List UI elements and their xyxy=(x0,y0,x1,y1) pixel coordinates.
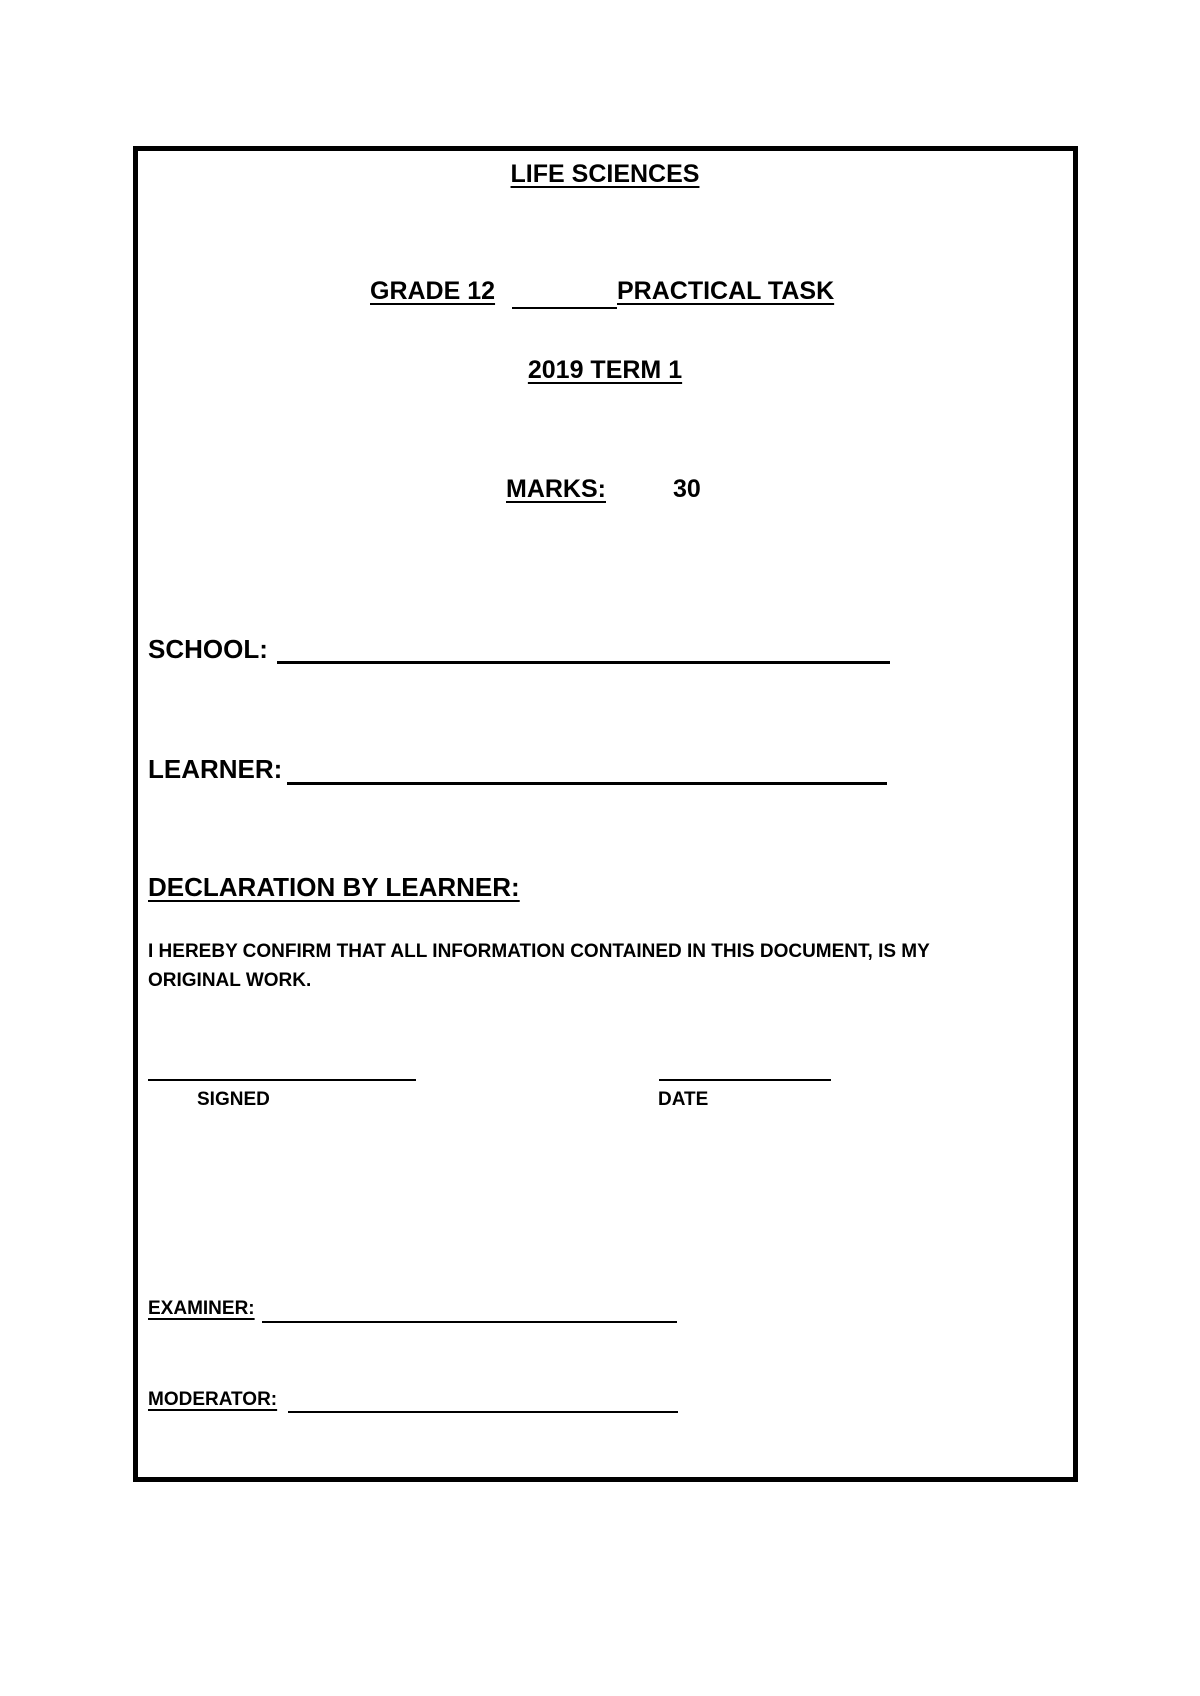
cover-page-frame xyxy=(133,146,1078,1482)
learner-label: LEARNER: xyxy=(148,754,283,784)
declaration-line-1: I HEREBY CONFIRM THAT ALL INFORMATION CONTAINED IN THIS DOCUMENT, IS MY xyxy=(148,941,930,962)
grade-label: GRADE 12 xyxy=(370,277,496,305)
grade-task-gap xyxy=(512,277,617,309)
declaration-line-2: ORIGINAL WORK. xyxy=(148,970,312,991)
date-caption: DATE xyxy=(658,1089,709,1110)
signed-caption: SIGNED xyxy=(197,1089,270,1110)
marks-label: MARKS: xyxy=(506,475,606,503)
school-label: SCHOOL: xyxy=(148,634,268,664)
date-line[interactable] xyxy=(659,1079,831,1081)
task-label: PRACTICAL TASK xyxy=(617,277,835,305)
school-input-line[interactable] xyxy=(277,661,890,664)
signature-line[interactable] xyxy=(148,1079,416,1081)
moderator-label: MODERATOR: xyxy=(148,1389,278,1410)
subject-title: LIFE SCIENCES xyxy=(510,160,700,188)
examiner-label: EXAMINER: xyxy=(148,1298,255,1319)
marks-value: 30 xyxy=(673,475,701,503)
moderator-line[interactable] xyxy=(288,1411,678,1413)
declaration-heading: DECLARATION BY LEARNER: xyxy=(148,872,520,902)
examiner-line[interactable] xyxy=(262,1321,677,1323)
learner-input-line[interactable] xyxy=(287,782,887,785)
term-label: 2019 TERM 1 xyxy=(527,356,683,384)
